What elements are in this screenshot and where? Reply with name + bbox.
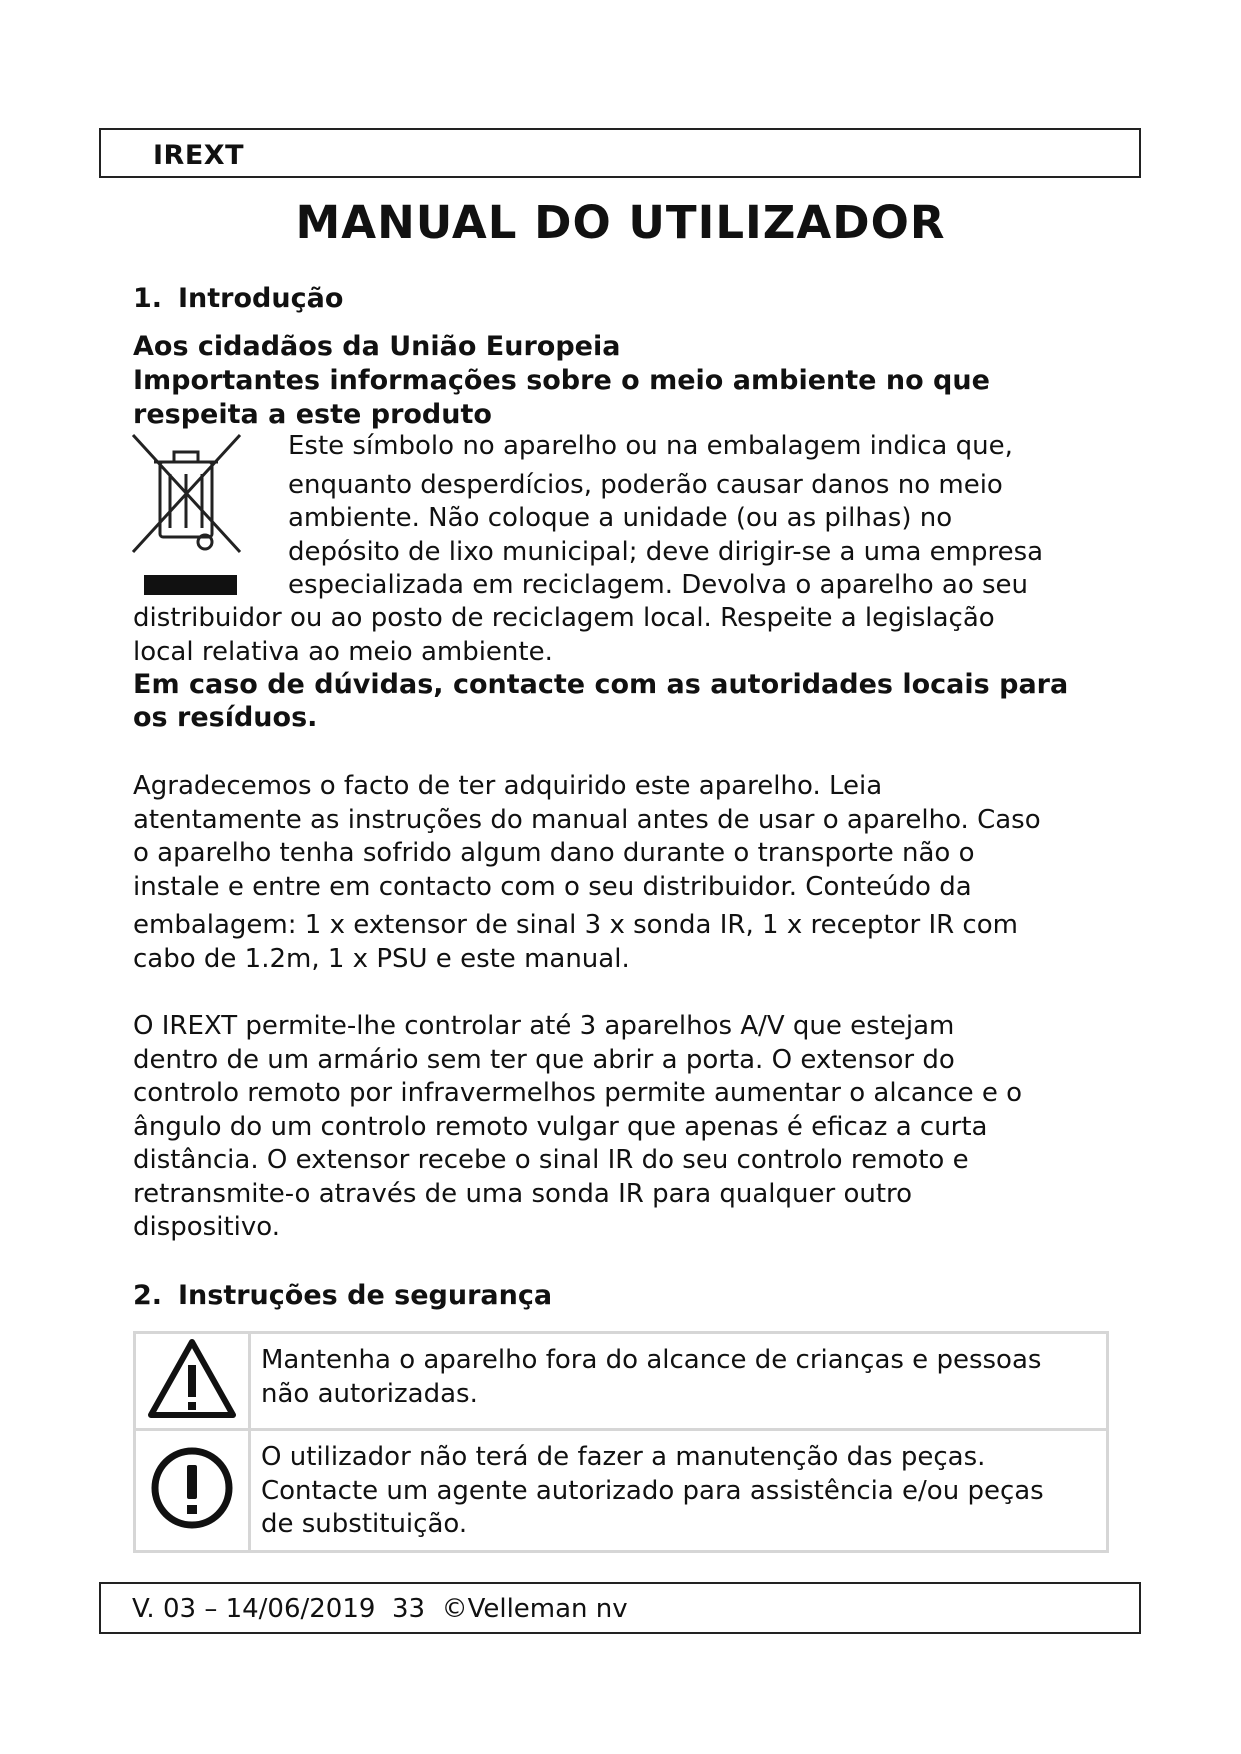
weee-full-line: local relativa ao meio ambiente. bbox=[133, 636, 553, 667]
thanks-line: instale e entre em contacto com o seu distribuidor. Conteúdo da bbox=[133, 871, 972, 902]
irext-line: O IREXT permite-lhe controlar até 3 aparelhos A/V que estejam bbox=[133, 1011, 955, 1041]
product-name: IREXT bbox=[153, 140, 245, 171]
exclamation-circle-icon bbox=[149, 1445, 235, 1531]
header-box bbox=[99, 128, 1141, 178]
weee-line: enquanto desperdícios, poderão causar danos no meio bbox=[288, 469, 1003, 500]
thanks-line: embalagem: 1 x extensor de sinal 3 x sonda IR, 1 x receptor IR com bbox=[133, 910, 1018, 940]
irext-line: dispositivo. bbox=[133, 1212, 280, 1242]
section-1-heading bbox=[133, 283, 343, 314]
section-1-number: 1. bbox=[133, 283, 163, 314]
weee-full-line: distribuidor ou ao posto de reciclagem local. Respeite a legislação bbox=[133, 603, 995, 633]
safety-line: Mantenha o aparelho fora do alcance de crianças e pessoas bbox=[261, 1345, 1042, 1375]
thanks-line: cabo de 1.2m, 1 x PSU e este manual. bbox=[133, 943, 630, 974]
weee-text bbox=[288, 430, 1043, 603]
env-heading-line: Importantes informações sobre o meio ambiente no que bbox=[133, 365, 990, 396]
section-2-heading bbox=[133, 1280, 552, 1311]
env-heading bbox=[133, 364, 990, 432]
safety-line: Contacte um agente autorizado para assistência e/ou peças bbox=[261, 1475, 1044, 1506]
footer-box bbox=[99, 1582, 1141, 1634]
safety-text-cell bbox=[250, 1333, 1108, 1430]
weee-bin-icon bbox=[130, 432, 255, 602]
doubt-note bbox=[133, 668, 1068, 734]
weee-line: especializada em reciclagem. Devolva o aparelho ao seu bbox=[288, 570, 1029, 600]
eu-heading: Aos cidadãos da União Europeia bbox=[133, 331, 621, 362]
safety-line: não autorizadas. bbox=[261, 1378, 478, 1409]
section-2-number: 2. bbox=[133, 1280, 163, 1311]
env-heading-line: respeita a este produto bbox=[133, 399, 492, 430]
thanks-paragraph bbox=[133, 770, 1041, 976]
section-2-title: Instruções de segurança bbox=[178, 1280, 553, 1311]
safety-row bbox=[135, 1430, 1108, 1552]
section-1-title: Introdução bbox=[178, 283, 344, 314]
irext-line: controlo remoto por infravermelhos permite aumentar o alcance e o bbox=[133, 1078, 1023, 1108]
weee-line: Este símbolo no aparelho ou na embalagem indica que, bbox=[288, 431, 1013, 461]
irext-line: dentro de um armário sem ter que abrir a porta. O extensor do bbox=[133, 1044, 955, 1075]
irext-line: ângulo do um controlo remoto vulgar que apenas é eficaz a curta bbox=[133, 1111, 988, 1142]
safety-row bbox=[135, 1333, 1108, 1430]
irext-line: retransmite-o através de uma sonda IR para qualquer outro bbox=[133, 1178, 913, 1209]
doubt-line: os resíduos. bbox=[133, 702, 318, 733]
safety-line: O utilizador não terá de fazer a manutenção das peças. bbox=[261, 1442, 986, 1472]
doubt-line: Em caso de dúvidas, contacte com as autoridades locais para bbox=[133, 669, 1069, 700]
irext-paragraph bbox=[133, 1010, 1022, 1245]
safety-icon-cell bbox=[135, 1333, 250, 1430]
thanks-line: Agradecemos o facto de ter adquirido este aparelho. Leia bbox=[133, 771, 883, 801]
safety-table bbox=[133, 1331, 1109, 1553]
thanks-line: o aparelho tenha sofrido algum dano durante o transporte não o bbox=[133, 838, 975, 868]
page-title: MANUAL DO UTILIZADOR bbox=[295, 196, 946, 249]
irext-line: distância. O extensor recebe o sinal IR do seu controlo remoto e bbox=[133, 1145, 969, 1175]
weee-line: depósito de lixo municipal; deve dirigir-se a uma empresa bbox=[288, 536, 1044, 567]
safety-text-cell bbox=[250, 1430, 1108, 1552]
weee-text-continued bbox=[133, 602, 995, 669]
safety-icon-cell bbox=[135, 1430, 250, 1552]
weee-line: ambiente. Não coloque a unidade (ou as pilhas) no bbox=[288, 503, 953, 533]
warning-triangle-icon bbox=[147, 1337, 237, 1421]
thanks-line: atentamente as instruções do manual antes de usar o aparelho. Caso bbox=[133, 804, 1041, 835]
safety-line: de substituição. bbox=[261, 1509, 468, 1539]
footer-text: V. 03 – 14/06/2019 33 ©Velleman nv bbox=[132, 1594, 628, 1624]
